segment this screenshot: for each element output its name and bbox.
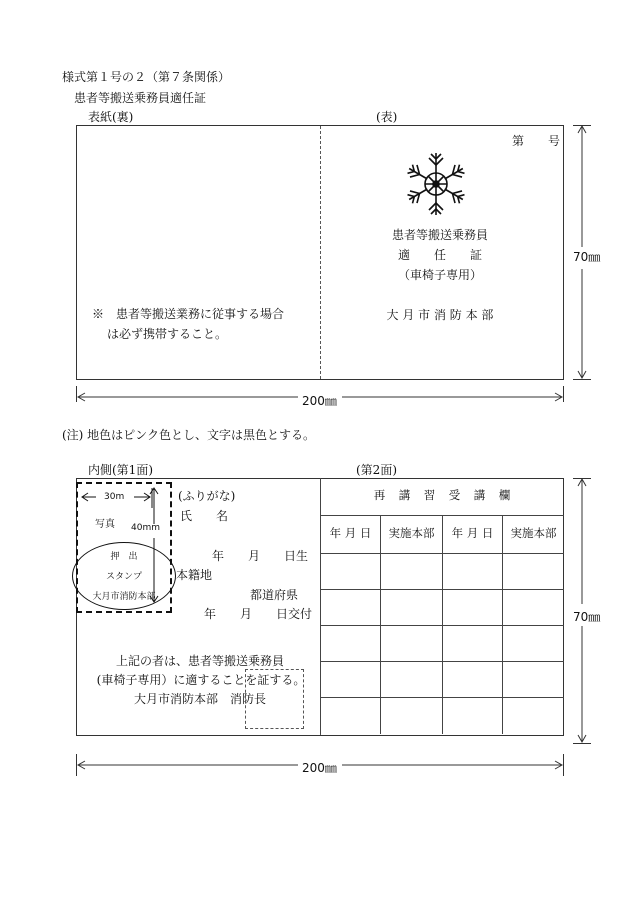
statement-line1: 上記の者は、患者等搬送乗務員	[115, 654, 284, 668]
birthdate-label: 年 月 日生	[212, 549, 309, 563]
domicile-label: 本籍地	[176, 568, 213, 582]
statement-line2: (車椅子専用）に適することを証する。	[96, 673, 306, 687]
carry-note-line1: ※ 患者等搬送業務に従事する場合	[92, 307, 285, 321]
inside-label: 内側(第1面)	[88, 463, 153, 477]
front-side-label: (表)	[376, 110, 398, 124]
prefecture-label: 都道府県	[250, 588, 299, 602]
back-side-label: 表紙(裏)	[88, 110, 134, 124]
retraining-table	[320, 478, 564, 734]
statement-line3: 大月市消防本部 消防長	[133, 692, 266, 706]
photo-label: 写真	[95, 519, 115, 530]
form-title: 患者等搬送乗務員適任証	[74, 91, 207, 105]
fold-line	[320, 126, 321, 379]
col-date-1: 年 月 日	[321, 515, 381, 553]
outer-height-label: 70㎜	[573, 250, 601, 264]
issuer-name: 大 月 市 消 防 本 部	[386, 308, 494, 322]
color-note: (注) 地色はピンク色とし、文字は黒色とする。	[62, 428, 315, 442]
card-number: 第 号	[511, 134, 560, 148]
col-date-2: 年 月 日	[442, 515, 502, 553]
stamp-line2: スタンプ	[105, 572, 142, 582]
fire-department-emblem-icon	[401, 148, 471, 220]
form-number: 様式第１号の２（第７条関係）	[62, 70, 231, 84]
cert-title-line1: 患者等搬送乗務員	[391, 228, 488, 242]
stamp-line1: 押 出	[110, 552, 138, 562]
inner-height-label: 70㎜	[573, 610, 601, 624]
stamp-line3: 大月市消防本部	[92, 592, 156, 602]
page2-label: (第2面)	[356, 463, 397, 477]
cert-title-line3: （車椅子専用）	[397, 268, 482, 282]
carry-note-line2: は必ず携帯すること。	[107, 327, 228, 341]
table-row	[321, 661, 565, 697]
col-hq-1: 実施本部	[381, 515, 443, 553]
issue-date-label: 年 月 日交付	[204, 607, 313, 621]
inner-width-label: 200㎜	[302, 761, 337, 775]
table-row	[321, 625, 565, 661]
cert-title-line2: 適 任 証	[397, 248, 482, 262]
table-row	[321, 589, 565, 625]
furigana-label: (ふりがな)	[178, 489, 236, 503]
table-row	[321, 697, 565, 734]
table-row	[321, 553, 565, 589]
name-label: 氏 名	[180, 509, 229, 523]
photo-height-label: 40mm	[131, 523, 160, 533]
retraining-table-title: 再 講 習 受 講 欄	[321, 478, 565, 515]
outer-width-label: 200㎜	[302, 394, 337, 408]
photo-width-label: 30m	[104, 492, 125, 502]
seal-area	[245, 669, 304, 729]
col-hq-2: 実施本部	[503, 515, 565, 553]
